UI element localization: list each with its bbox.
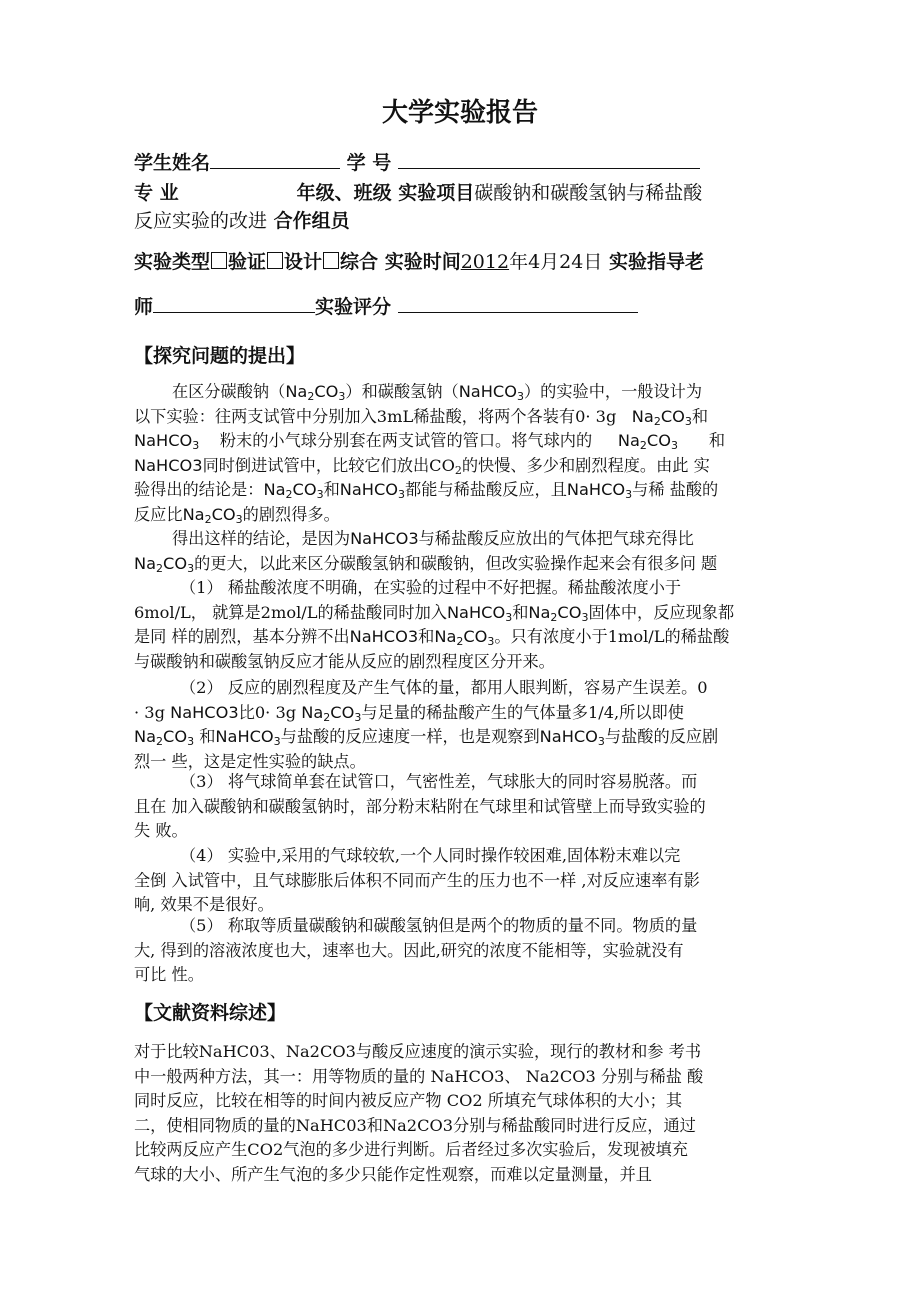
text-line: 得出这样的结论，是因为NaHCO3与稀盐酸反应放出的气体把气球充得比 (172, 529, 694, 548)
partners-label: 合作组员 (273, 210, 350, 232)
text-line: 大, 得到的溶液浓度也大，速率也大。因此,研究的浓度不能相等，实验就没有 (134, 940, 684, 960)
score-field[interactable] (398, 294, 638, 313)
student-id-field[interactable] (398, 150, 700, 169)
text-line: 对于比较NaHC03、Na2CO3与酸反应速度的演示实验，现行的教材和参 考书 (134, 1042, 702, 1061)
text-line: 验得出的结论是：$Na_2CO_3$和NaHCO$_3$都能与稀盐酸反应，且NaHCO$_3$与稀 盐酸的 (134, 480, 719, 502)
project-line-2 (134, 206, 794, 233)
instructor-label-cont: 师 (134, 296, 154, 318)
time-label: 实验时间 (384, 251, 461, 273)
section-heading-literature: 【文献资料综述】 (134, 1002, 287, 1024)
paragraph-issue-4 (134, 844, 796, 918)
design-option: 设计 (284, 251, 323, 273)
text-line: 全倒 入试管中，且气球膨胀后体积不同而产生的压力也不一样 ,对反应速率有影 (134, 870, 700, 890)
type-line (134, 247, 794, 274)
text-line: 反应比$Na_2CO_3$的剧烈得多。 (134, 504, 340, 526)
text-line: 在区分碳酸钠$(Na_2CO_3)$和碳酸氢钠（NaHCO$_3$）的实验中，一般设计为 (172, 382, 703, 403)
text-line: （2） 反应的剧烈程度及产生气体的量，都用人眼判断，容易产生误差。0 (180, 678, 708, 697)
verify-option: 验证 (228, 251, 267, 273)
text-line: （5） 称取等质量碳酸钠和碳酸氢钠但是两个的物质的量不同。物质的量 (180, 916, 698, 935)
text-line: 以下实验：往两支试管中分别加入3mL稀盐酸，将两个各装有0· 3g $Na_2CO_3$和 (134, 406, 709, 428)
instructor-field[interactable] (153, 294, 315, 313)
project-label: 实验项目 (398, 182, 475, 204)
text-line: 气球的大小、所产生气泡的多少只能作定性观察，而难以定量测量，并且 (134, 1164, 652, 1184)
text-line: （4） 实验中,采用的气球较软,一个人同时操作较困难,固体粉末难以完 (180, 846, 681, 865)
text-line: NaHCO3同时倒进试管中，比较它们放出$CO_2$的快慢、多少和剧烈程度。由此 实 (134, 455, 710, 477)
text-line: $Na_2CO_3$ 和NaHCO$_3$与盐酸的反应速度一样，也是观察到NaHCO$_3$与盐酸的反应剧 (134, 727, 719, 749)
page-title: 大学实验报告 (381, 98, 538, 128)
text-line: 失 败。 (134, 821, 188, 841)
score-label: 实验评分 (315, 296, 392, 318)
paragraph-issue-5 (134, 914, 796, 988)
text-line: · 3g NaHCO3比0· 3g $Na_2CO_3$与足量的稀盐酸产生的气体量多1/4,所以即使 (134, 702, 684, 724)
text-line: 比较两反应产生CO2气泡的多少进行判断。后者经过多次实验后，发现被填充 (134, 1140, 688, 1160)
grade-class-label: 年级、班级 (296, 182, 392, 204)
instructor-line (134, 292, 794, 319)
paragraph-intro (134, 380, 796, 528)
text-line: 响, 效果不是很好。 (134, 895, 274, 915)
time-year: 2012 (460, 251, 510, 273)
text-line: （1） 稀盐酸浓度不明确，在实验的过程中不好把握。稀盐酸浓度小于 (180, 578, 682, 597)
text-line: NaHCO$_3$ 粉末的小气球分别套在两支试管的管口。将气球内的 $Na_2CO_3$ 和 (134, 431, 726, 453)
verify-checkbox[interactable] (211, 252, 227, 269)
time-rest: 年4月24日 (509, 251, 603, 273)
paragraph-literature (134, 1040, 796, 1188)
major-line (134, 178, 794, 205)
project-value: 碳酸钠和碳酸氢钠与稀盐酸 (474, 182, 703, 204)
text-line: 同时反应，比较在相等的时间内被反应产物 CO2 所填充气球体积的大小；其 (134, 1091, 683, 1111)
text-line: 二，使相同物质的量的NaHC03和Na2CO3分别与稀盐酸同时进行反应，通过 (134, 1115, 696, 1135)
text-line: （3） 将气球简单套在试管口，气密性差，气球胀大的同时容易脱落。而 (180, 772, 698, 791)
paragraph-issue-1 (134, 576, 796, 674)
section-heading-inquiry: 【探究问题的提出】 (134, 345, 306, 367)
student-name-field[interactable] (210, 150, 340, 169)
type-label: 实验类型 (134, 251, 211, 273)
student-name-label: 学生姓名 (134, 152, 211, 174)
student-id-label: 学 号 (346, 152, 392, 174)
text-line: $Na_2CO_3$的更大，以此来区分碳酸氢钠和碳酸钠，但改实验操作起来会有很多问 题 (134, 553, 718, 575)
text-line: 可比 性。 (134, 965, 204, 985)
instructor-label: 实验指导老 (608, 251, 704, 273)
text-line: 且在 加入碳酸钠和碳酸氢钠时，部分粉末粘附在气球里和试管壁上而导致实验的 (134, 796, 706, 816)
text-line: 烈一 些，这是定性实验的缺点。 (134, 751, 366, 771)
text-line: 中一般两种方法，其一：用等物质的量的 NaHCO3、 Na2CO3 分别与稀盐 酸 (134, 1066, 704, 1086)
paragraph-issue-2 (134, 676, 796, 774)
paragraph-reason (134, 527, 796, 576)
design-checkbox[interactable] (267, 252, 283, 269)
text-line: 是同 样的剧烈，基本分辨不出NaHCO3和$Na_2CO_3$。只有浓度小于1mol/L的稀盐酸 (134, 627, 730, 649)
text-line: 6mol/L， 就算是2mol/L的稀盐酸同时加入NaHCO$_3$和$Na_2CO_3$固体中，反应现象都 (134, 602, 735, 624)
text-line: 与碳酸钠和碳酸氢钠反应才能从反应的剧烈程度区分开来。 (134, 651, 555, 671)
project-value-cont: 反应实验的改进 (134, 210, 268, 232)
paragraph-issue-3 (134, 770, 796, 844)
student-info-line (134, 148, 794, 175)
major-label: 专 业 (134, 182, 179, 204)
comprehensive-checkbox[interactable] (323, 252, 339, 269)
comprehensive-option: 综合 (340, 251, 379, 273)
